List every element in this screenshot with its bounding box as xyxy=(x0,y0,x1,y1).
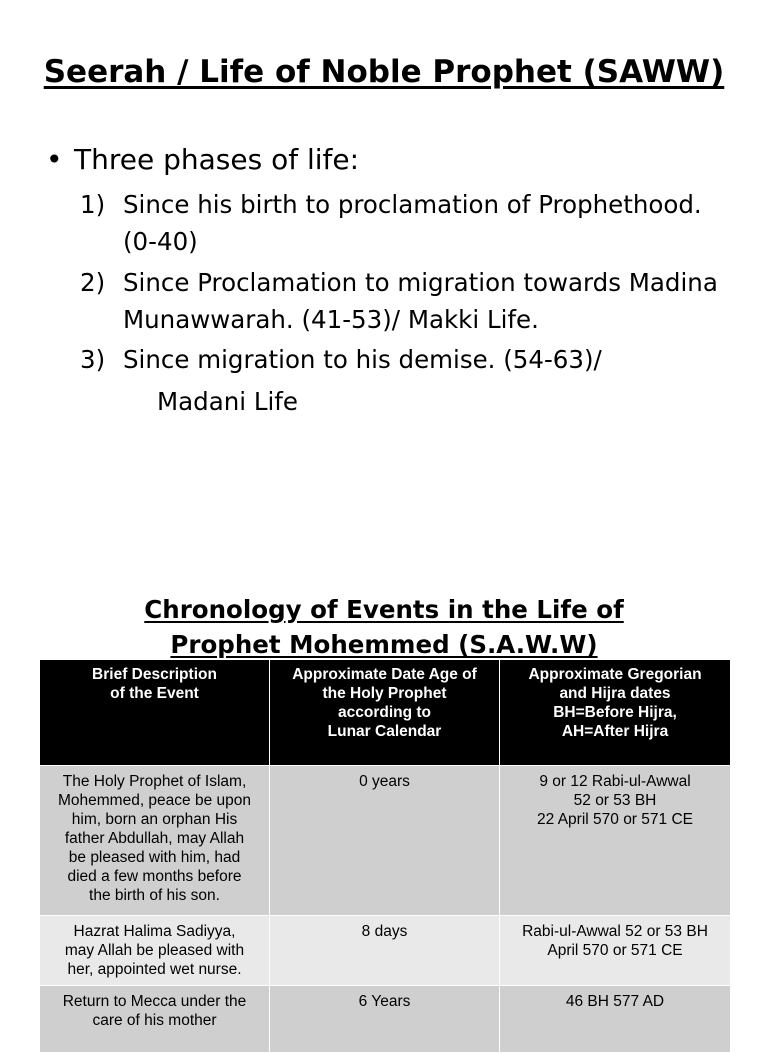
chronology-table xyxy=(39,659,731,1053)
table-row xyxy=(40,766,731,916)
table-header-row xyxy=(40,660,731,766)
cell-dates: Rabi-ul-Awwal 52 or 53 BH April 570 or 571 CE xyxy=(500,916,731,986)
cell-dates: 46 BH 577 AD xyxy=(500,986,731,1053)
header-dates: Approximate Gregorian and Hijra dates BH=Before Hijra, AH=After Hijra xyxy=(500,660,731,766)
header-description: Brief Description of the Event xyxy=(40,660,270,766)
cell-description: Hazrat Halima Sadiyya, may Allah be pleased with her, appointed wet nurse. xyxy=(40,916,270,986)
phase-text: Since migration to his demise. (54-63)/ xyxy=(123,345,602,374)
bullet-text: Three phases of life: xyxy=(74,143,360,176)
bullet-dot: • xyxy=(46,143,63,176)
phase-number: 2) xyxy=(80,268,106,297)
chronology-title xyxy=(0,592,768,662)
phases-bullet xyxy=(46,143,359,176)
cell-age: 0 years xyxy=(270,766,500,916)
table-row xyxy=(40,986,731,1053)
chronology-title-line1: Chronology of Events in the Life of xyxy=(144,595,624,624)
cell-age: 6 Years xyxy=(270,986,500,1053)
chronology-title-line2: Prophet Mohemmed (S.A.W.W) xyxy=(170,630,598,659)
page-title: Seerah / Life of Noble Prophet (SAWW) xyxy=(43,54,725,90)
table-row xyxy=(40,916,731,986)
phase-extra-text: Madani Life xyxy=(157,387,298,416)
cell-description: Return to Mecca under the care of his mother xyxy=(40,986,270,1053)
cell-description: The Holy Prophet of Islam, Mohemmed, peace be upon him, born an orphan His father Abdullah, may Allah be pleased with him, had died a few months before the birth of his son. xyxy=(40,766,270,916)
phase-number: 1) xyxy=(80,190,106,219)
phase-text: Since his birth to proclamation of Prophethood. (0-40) xyxy=(123,190,702,256)
phase-number: 3) xyxy=(80,345,106,374)
phase-text: Since Proclamation to migration towards Madina Munawwarah. (41-53)/ Makki Life. xyxy=(123,268,718,334)
header-age: Approximate Date Age of the Holy Prophet according to Lunar Calendar xyxy=(270,660,500,766)
cell-age: 8 days xyxy=(270,916,500,986)
cell-dates: 9 or 12 Rabi-ul-Awwal 52 or 53 BH 22 April 570 or 571 CE xyxy=(500,766,731,916)
